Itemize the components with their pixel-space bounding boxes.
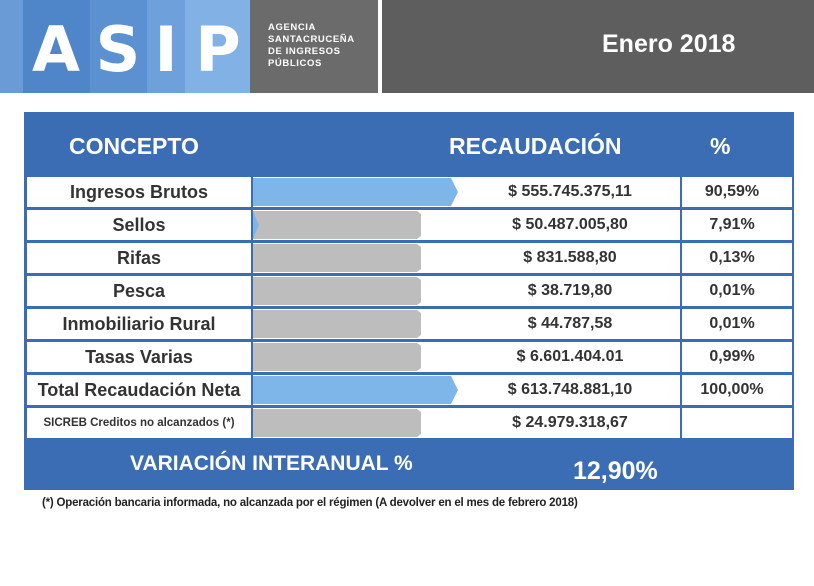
row-concept: Inmobiliario Rural bbox=[62, 314, 216, 334]
bar-muted bbox=[253, 210, 463, 240]
row-amount: $ 613.748.881,10 bbox=[507, 381, 633, 398]
row-concept: Sellos bbox=[112, 215, 166, 235]
table-row bbox=[27, 408, 792, 438]
agency-line: DE INGRESOS bbox=[268, 46, 341, 57]
row-concept: Rifas bbox=[116, 248, 161, 268]
bar-muted bbox=[253, 243, 463, 273]
report-date: Enero 2018 bbox=[602, 30, 736, 58]
row-amount: $ 50.487.005,80 bbox=[512, 216, 628, 233]
row-percent: 0,01% bbox=[709, 315, 755, 332]
row-concept: SICREB Creditos no alcanzados (*) bbox=[43, 417, 235, 429]
row-percent: 0,13% bbox=[709, 249, 755, 266]
bar-muted bbox=[253, 276, 463, 306]
column-header-percent: % bbox=[710, 133, 731, 159]
row-amount: $ 44.787,58 bbox=[527, 315, 613, 332]
bar-highlight bbox=[253, 177, 463, 207]
row-amount: $ 38.719,80 bbox=[527, 282, 613, 299]
row-amount: $ 6.601.404.01 bbox=[516, 348, 624, 365]
bar-muted bbox=[253, 309, 463, 339]
page-header bbox=[0, 0, 814, 93]
agency-name bbox=[250, 0, 378, 93]
logo-letter-a: A bbox=[32, 13, 80, 86]
logo-letter-s: S bbox=[95, 13, 141, 86]
column-header-concept: CONCEPTO bbox=[69, 133, 199, 159]
row-percent: 100,00% bbox=[700, 381, 764, 398]
bar-muted bbox=[253, 342, 463, 372]
row-concept: Pesca bbox=[112, 281, 166, 301]
row-percent: 7,91% bbox=[709, 216, 755, 233]
row-amount: $ 24.979.318,67 bbox=[512, 414, 628, 431]
agency-line: SANTACRUCEÑA bbox=[268, 34, 355, 45]
table-row bbox=[27, 210, 792, 240]
row-amount: $ 555.745.375,11 bbox=[508, 183, 632, 200]
table-row bbox=[27, 276, 792, 306]
bar-muted bbox=[253, 408, 463, 438]
row-percent: 0,01% bbox=[709, 282, 755, 299]
agency-line: PÚBLICOS bbox=[268, 58, 322, 69]
row-percent bbox=[677, 408, 787, 438]
table-row bbox=[27, 309, 792, 339]
row-percent: 0,99% bbox=[709, 348, 755, 365]
variation-value: 12,90% bbox=[573, 457, 658, 485]
row-concept: Tasas Varias bbox=[85, 347, 193, 367]
row-percent: 90,59% bbox=[704, 183, 760, 200]
agency-line: AGENCIA bbox=[268, 22, 317, 33]
row-amount: $ 831.588,80 bbox=[523, 249, 617, 266]
date-panel bbox=[382, 0, 814, 93]
column-header-revenue: RECAUDACIÓN bbox=[449, 133, 622, 159]
logo-letter-i: I bbox=[154, 13, 178, 86]
logo-letter-p: P bbox=[195, 13, 241, 86]
variation-label: VARIACIÓN INTERANUAL % bbox=[130, 452, 413, 475]
table-row bbox=[27, 243, 792, 273]
footnote: (*) Operación bancaria informada, no alcanzada por el régimen (A devolver en el mes de febrero 2018) bbox=[42, 497, 578, 509]
table-row bbox=[27, 342, 792, 372]
row-concept: Ingresos Brutos bbox=[69, 182, 209, 202]
table-row bbox=[27, 177, 792, 207]
table-row bbox=[27, 375, 792, 405]
row-concept: Total Recaudación Neta bbox=[37, 380, 241, 400]
bar-highlight bbox=[253, 375, 463, 405]
